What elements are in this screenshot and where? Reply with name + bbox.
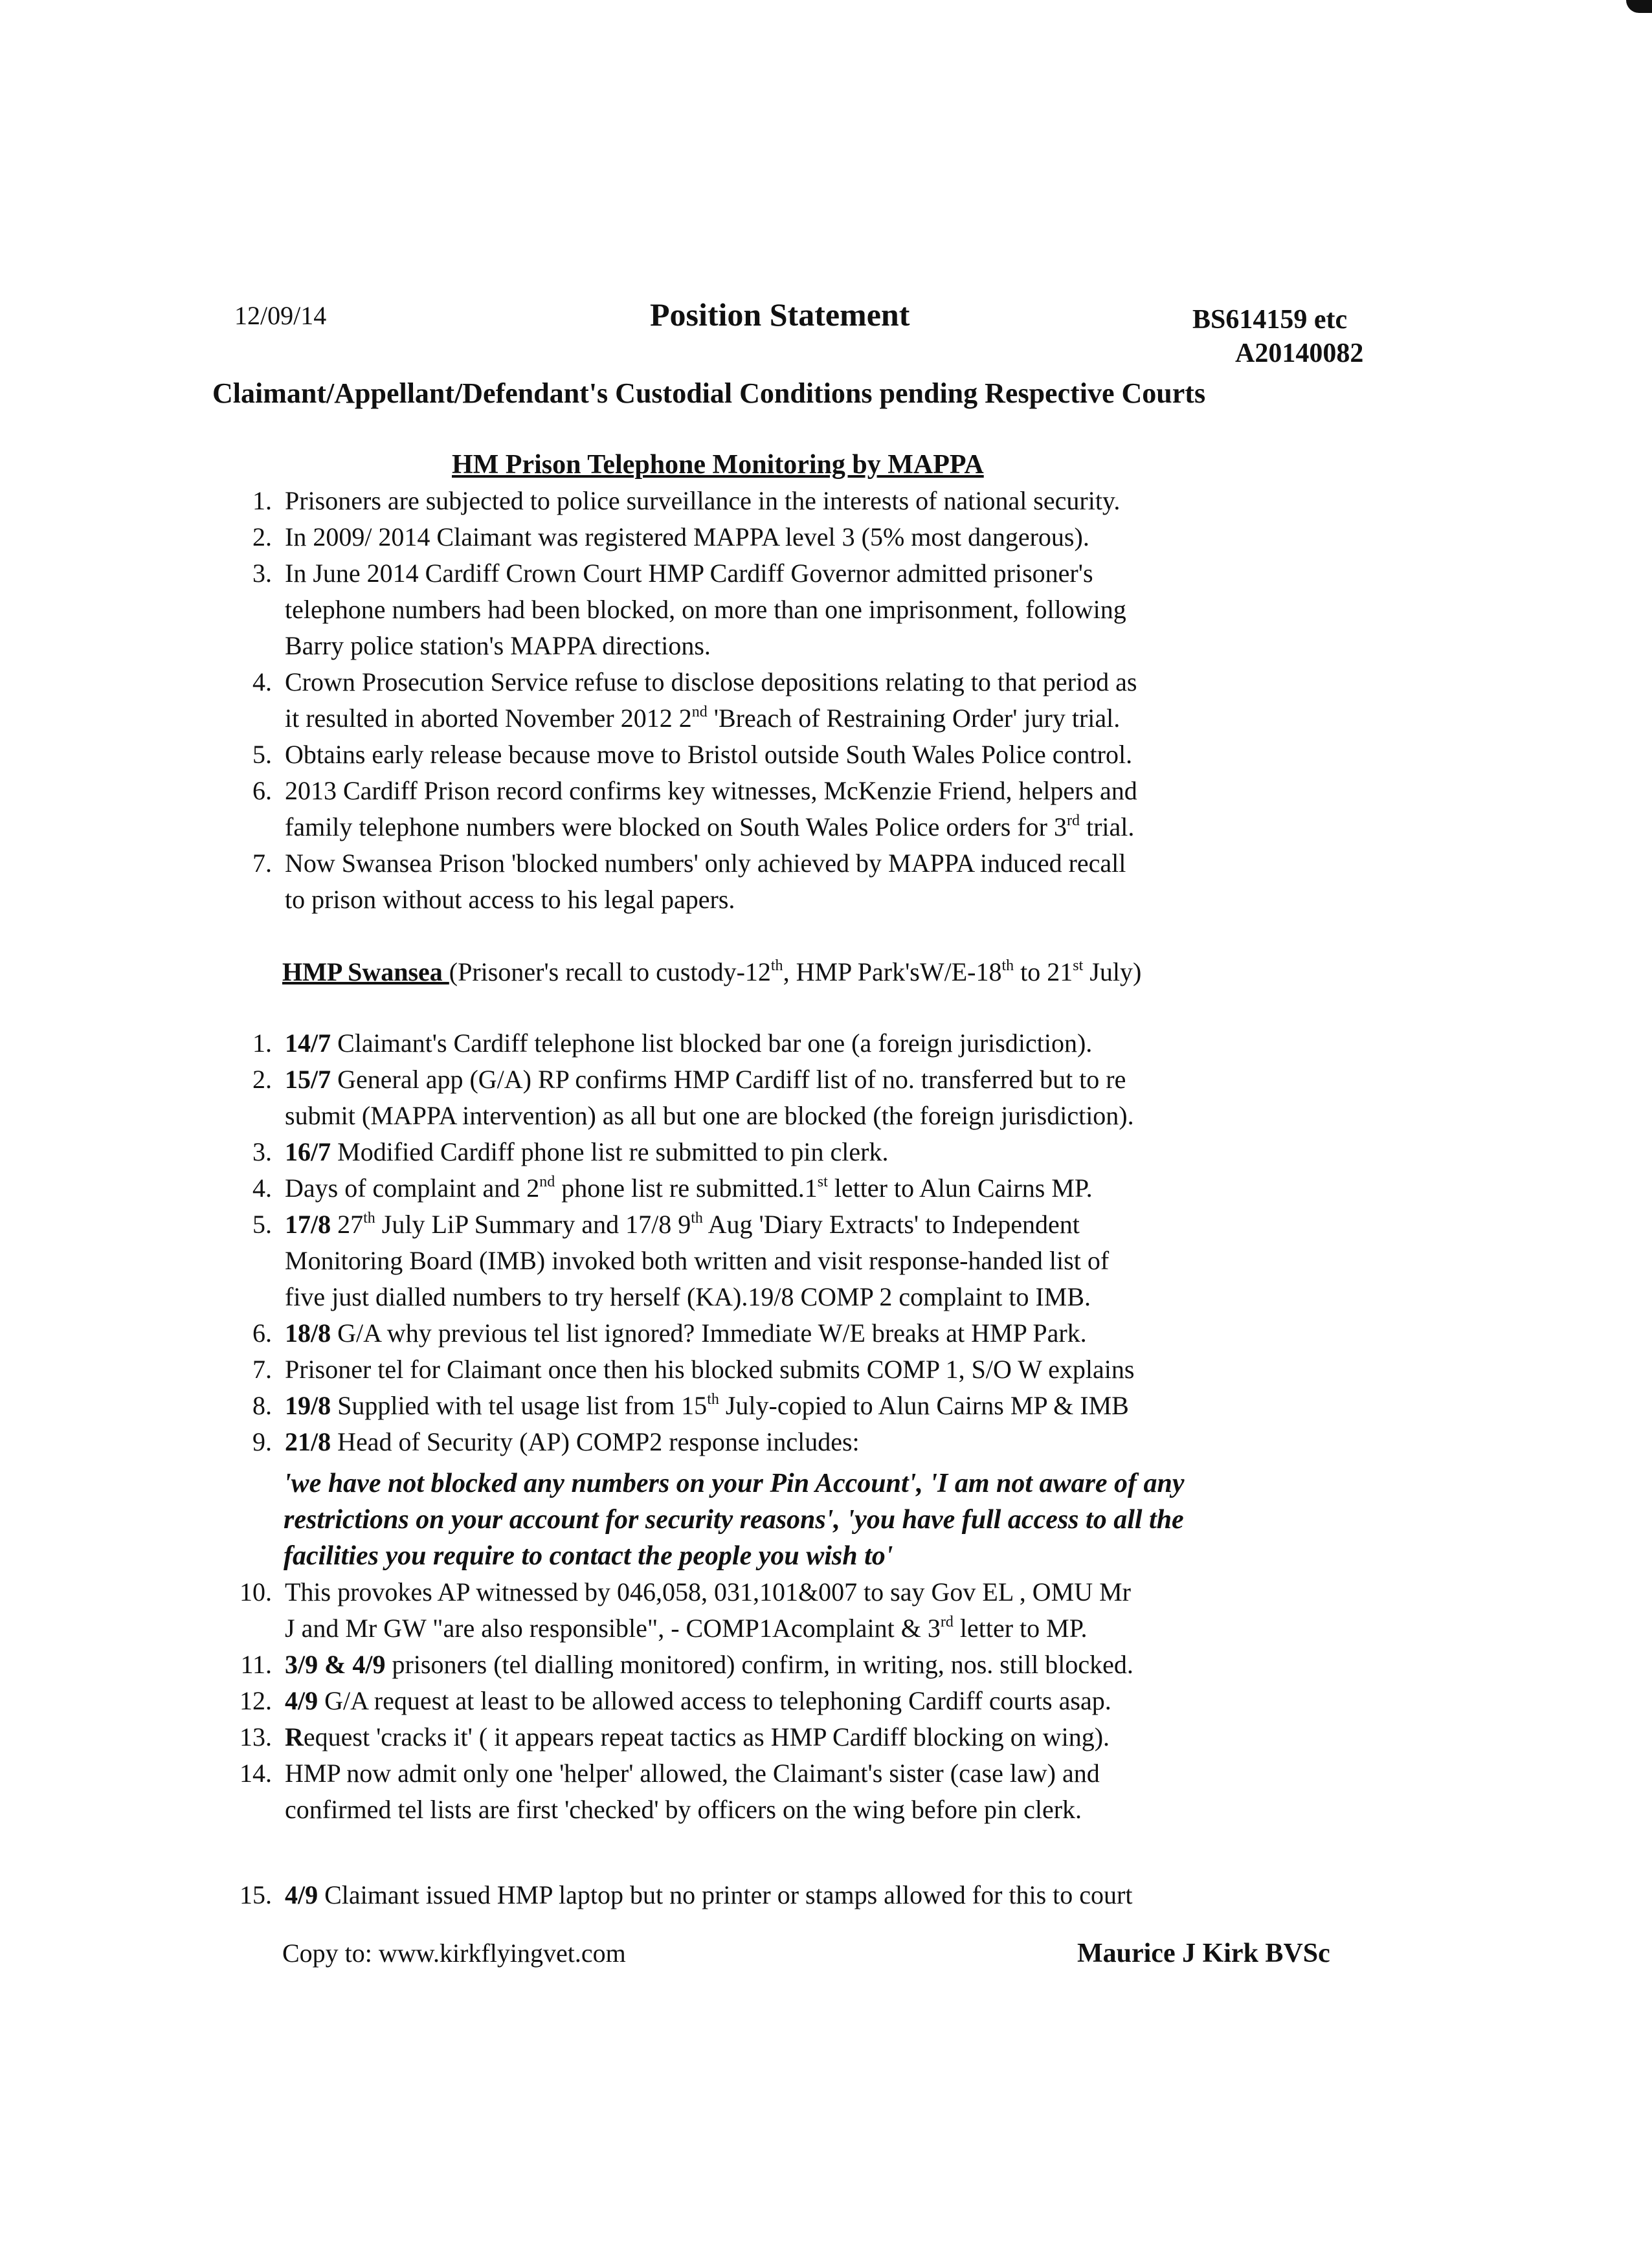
list-item-line: five just dialled numbers to try herself (KA).19/8 COMP 2 complaint to IMB. xyxy=(285,1282,1091,1311)
list-item xyxy=(227,1315,1392,1351)
list-item xyxy=(227,555,1392,664)
list-item xyxy=(227,1647,1392,1683)
list-item-line: Request 'cracks it' ( it appears repeat tactics as HMP Cardiff blocking on wing). xyxy=(285,1722,1110,1751)
document-title: Position Statement xyxy=(650,296,910,333)
list-item-line: In June 2014 Cardiff Crown Court HMP Cardiff Governor admitted prisoner's xyxy=(285,559,1093,588)
list-item-line: submit (MAPPA intervention) as all but one are blocked (the foreign jurisdiction). xyxy=(285,1101,1134,1130)
list-item xyxy=(227,483,1392,519)
quote-line: facilities you require to contact the people you wish to' xyxy=(284,1541,893,1571)
quote-line: restrictions on your account for security reasons', 'you have full access to all the xyxy=(284,1505,1184,1535)
list-item-number: 15. xyxy=(240,1880,272,1909)
list-item-line: family telephone numbers were blocked on South Wales Police orders for 3rd trial. xyxy=(285,812,1135,841)
list-item-number: 6. xyxy=(252,776,272,805)
list-item xyxy=(227,1719,1392,1755)
list-item-number: 1. xyxy=(252,486,272,515)
list-item-line: Prisoners are subjected to police surveillance in the interests of national security. xyxy=(285,486,1121,515)
list-item-number: 1. xyxy=(252,1028,272,1058)
list-item-number: 9. xyxy=(252,1427,272,1456)
list-item-line: 3/9 & 4/9 prisoners (tel dialling monitored) confirm, in writing, nos. still blocked. xyxy=(285,1650,1133,1679)
telephone-monitoring-list xyxy=(227,483,1392,918)
list-item xyxy=(227,664,1392,737)
list-item-date: 18/8 xyxy=(285,1318,331,1348)
list-item xyxy=(227,519,1392,555)
list-item-number: 3. xyxy=(252,559,272,588)
list-item-date: 15/7 xyxy=(285,1065,331,1094)
list-item-line: 15/7 General app (G/A) RP confirms HMP Cardiff list of no. transferred but to re xyxy=(285,1065,1126,1094)
list-item-line: 4/9 Claimant issued HMP laptop but no printer or stamps allowed for this to court xyxy=(285,1880,1133,1909)
list-item-number: 3. xyxy=(252,1137,272,1166)
list-item-line: Now Swansea Prison 'blocked numbers' only achieved by MAPPA induced recall xyxy=(285,849,1126,878)
list-item-number: 10. xyxy=(240,1577,272,1606)
list-item-date: 21/8 xyxy=(285,1427,331,1456)
list-item xyxy=(227,1170,1392,1206)
list-item-line: telephone numbers had been blocked, on more than one imprisonment, following xyxy=(285,595,1126,624)
list-item-line: In 2009/ 2014 Claimant was registered MAPPA level 3 (5% most dangerous). xyxy=(285,522,1089,551)
section-heading-telephone-monitoring: HM Prison Telephone Monitoring by MAPPA xyxy=(452,450,984,480)
list-item-date: 4/9 xyxy=(285,1880,318,1909)
list-item-line: 21/8 Head of Security (AP) COMP2 response includes: xyxy=(285,1427,860,1456)
list-item xyxy=(227,1388,1392,1424)
list-item-number: 13. xyxy=(240,1722,272,1751)
section-heading-hmp-swansea-label: HMP Swansea xyxy=(282,957,449,986)
list-item-number: 2. xyxy=(252,1065,272,1094)
list-item xyxy=(227,1025,1392,1062)
list-item xyxy=(227,1683,1392,1719)
list-item-number: 4. xyxy=(252,1173,272,1203)
list-item-line: 4/9 G/A request at least to be allowed access to telephoning Cardiff courts asap. xyxy=(285,1686,1111,1715)
scan-mark xyxy=(1626,0,1652,13)
section-heading-hmp-swansea xyxy=(282,954,1141,990)
list-item-number: 7. xyxy=(252,1355,272,1384)
list-item-line: Monitoring Board (IMB) invoked both written and visit response-handed list of xyxy=(285,1246,1110,1275)
list-item-number: 5. xyxy=(252,1210,272,1239)
list-item-number: 11. xyxy=(240,1650,272,1679)
list-item xyxy=(227,1424,1392,1460)
quote-line: 'we have not blocked any numbers on your Pin Account', 'I am not aware of any xyxy=(284,1469,1185,1498)
list-item-date: 16/7 xyxy=(285,1137,331,1166)
hmp-swansea-item-15 xyxy=(227,1877,1392,1913)
list-item-line: Days of complaint and 2nd phone list re submitted.1st letter to Alun Cairns MP. xyxy=(285,1173,1093,1203)
list-item-line: 19/8 Supplied with tel usage list from 15th July-copied to Alun Cairns MP & IMB xyxy=(285,1390,1129,1420)
list-item-date: 14/7 xyxy=(285,1028,331,1058)
list-item-line: Obtains early release because move to Bristol outside South Wales Police control. xyxy=(285,740,1133,769)
section-heading-hmp-swansea-detail: (Prisoner's recall to custody-12th, HMP Park'sW/E-18th to 21st July) xyxy=(449,957,1142,986)
list-item xyxy=(227,845,1392,918)
list-item-number: 4. xyxy=(252,667,272,696)
list-item-line: 17/8 27th July LiP Summary and 17/8 9th Aug 'Diary Extracts' to Independent xyxy=(285,1209,1080,1239)
list-item-number: 7. xyxy=(252,849,272,878)
case-reference-1: BS614159 etc xyxy=(1192,305,1348,335)
case-reference-2: A20140082 xyxy=(1235,339,1364,368)
list-item-date: R xyxy=(285,1722,304,1751)
list-item xyxy=(227,1062,1392,1134)
list-item-date: 17/8 xyxy=(285,1210,331,1239)
list-item-number: 8. xyxy=(252,1391,272,1420)
list-item xyxy=(227,773,1392,845)
hmp-swansea-list-continued xyxy=(227,1574,1392,1828)
list-item-line: confirmed tel lists are first 'checked' by officers on the wing before pin clerk. xyxy=(285,1795,1082,1824)
list-item-line: it resulted in aborted November 2012 2nd 'Breach of Restraining Order' jury trial. xyxy=(285,703,1121,733)
list-item-line: 18/8 G/A why previous tel list ignored? Immediate W/E breaks at HMP Park. xyxy=(285,1318,1087,1348)
document-subtitle: Claimant/Appellant/Defendant's Custodial Conditions pending Respective Courts xyxy=(212,377,1206,409)
list-item xyxy=(227,737,1392,773)
list-item xyxy=(227,1206,1392,1315)
list-item-number: 5. xyxy=(252,740,272,769)
copy-to-line: Copy to: www.kirkflyingvet.com xyxy=(282,1939,626,1968)
list-item xyxy=(227,1351,1392,1388)
list-item xyxy=(227,1134,1392,1170)
list-item-line: Prisoner tel for Claimant once then his blocked submits COMP 1, S/O W explains xyxy=(285,1355,1135,1384)
list-item-number: 14. xyxy=(240,1759,272,1788)
security-response-quote xyxy=(284,1465,1384,1574)
list-item-number: 12. xyxy=(240,1686,272,1715)
document-date: 12/09/14 xyxy=(234,301,327,330)
hmp-swansea-list xyxy=(227,1025,1392,1460)
list-item-line: Barry police station's MAPPA directions. xyxy=(285,631,711,660)
list-item-number: 2. xyxy=(252,522,272,551)
list-item xyxy=(227,1574,1392,1647)
list-item-line: This provokes AP witnessed by 046,058, 031,101&007 to say Gov EL , OMU Mr xyxy=(285,1577,1131,1606)
list-item-line: 2013 Cardiff Prison record confirms key witnesses, McKenzie Friend, helpers and xyxy=(285,776,1137,805)
list-item-date: 3/9 & 4/9 xyxy=(285,1650,386,1679)
list-item xyxy=(227,1877,1392,1913)
list-item-line: 14/7 Claimant's Cardiff telephone list blocked bar one (a foreign jurisdiction). xyxy=(285,1028,1093,1058)
list-item xyxy=(227,1755,1392,1828)
list-item-line: J and Mr GW "are also responsible", - COMP1Acomplaint & 3rd letter to MP. xyxy=(285,1613,1088,1643)
list-item-line: 16/7 Modified Cardiff phone list re submitted to pin clerk. xyxy=(285,1137,889,1166)
list-item-date: 19/8 xyxy=(285,1391,331,1420)
list-item-line: Crown Prosecution Service refuse to disclose depositions relating to that period as xyxy=(285,667,1137,696)
author-signature: Maurice J Kirk BVSc xyxy=(1077,1939,1330,1968)
list-item-line: to prison without access to his legal papers. xyxy=(285,885,735,914)
list-item-number: 6. xyxy=(252,1318,272,1348)
list-item-line: HMP now admit only one 'helper' allowed, the Claimant's sister (case law) and xyxy=(285,1759,1100,1788)
list-item-date: 4/9 xyxy=(285,1686,318,1715)
